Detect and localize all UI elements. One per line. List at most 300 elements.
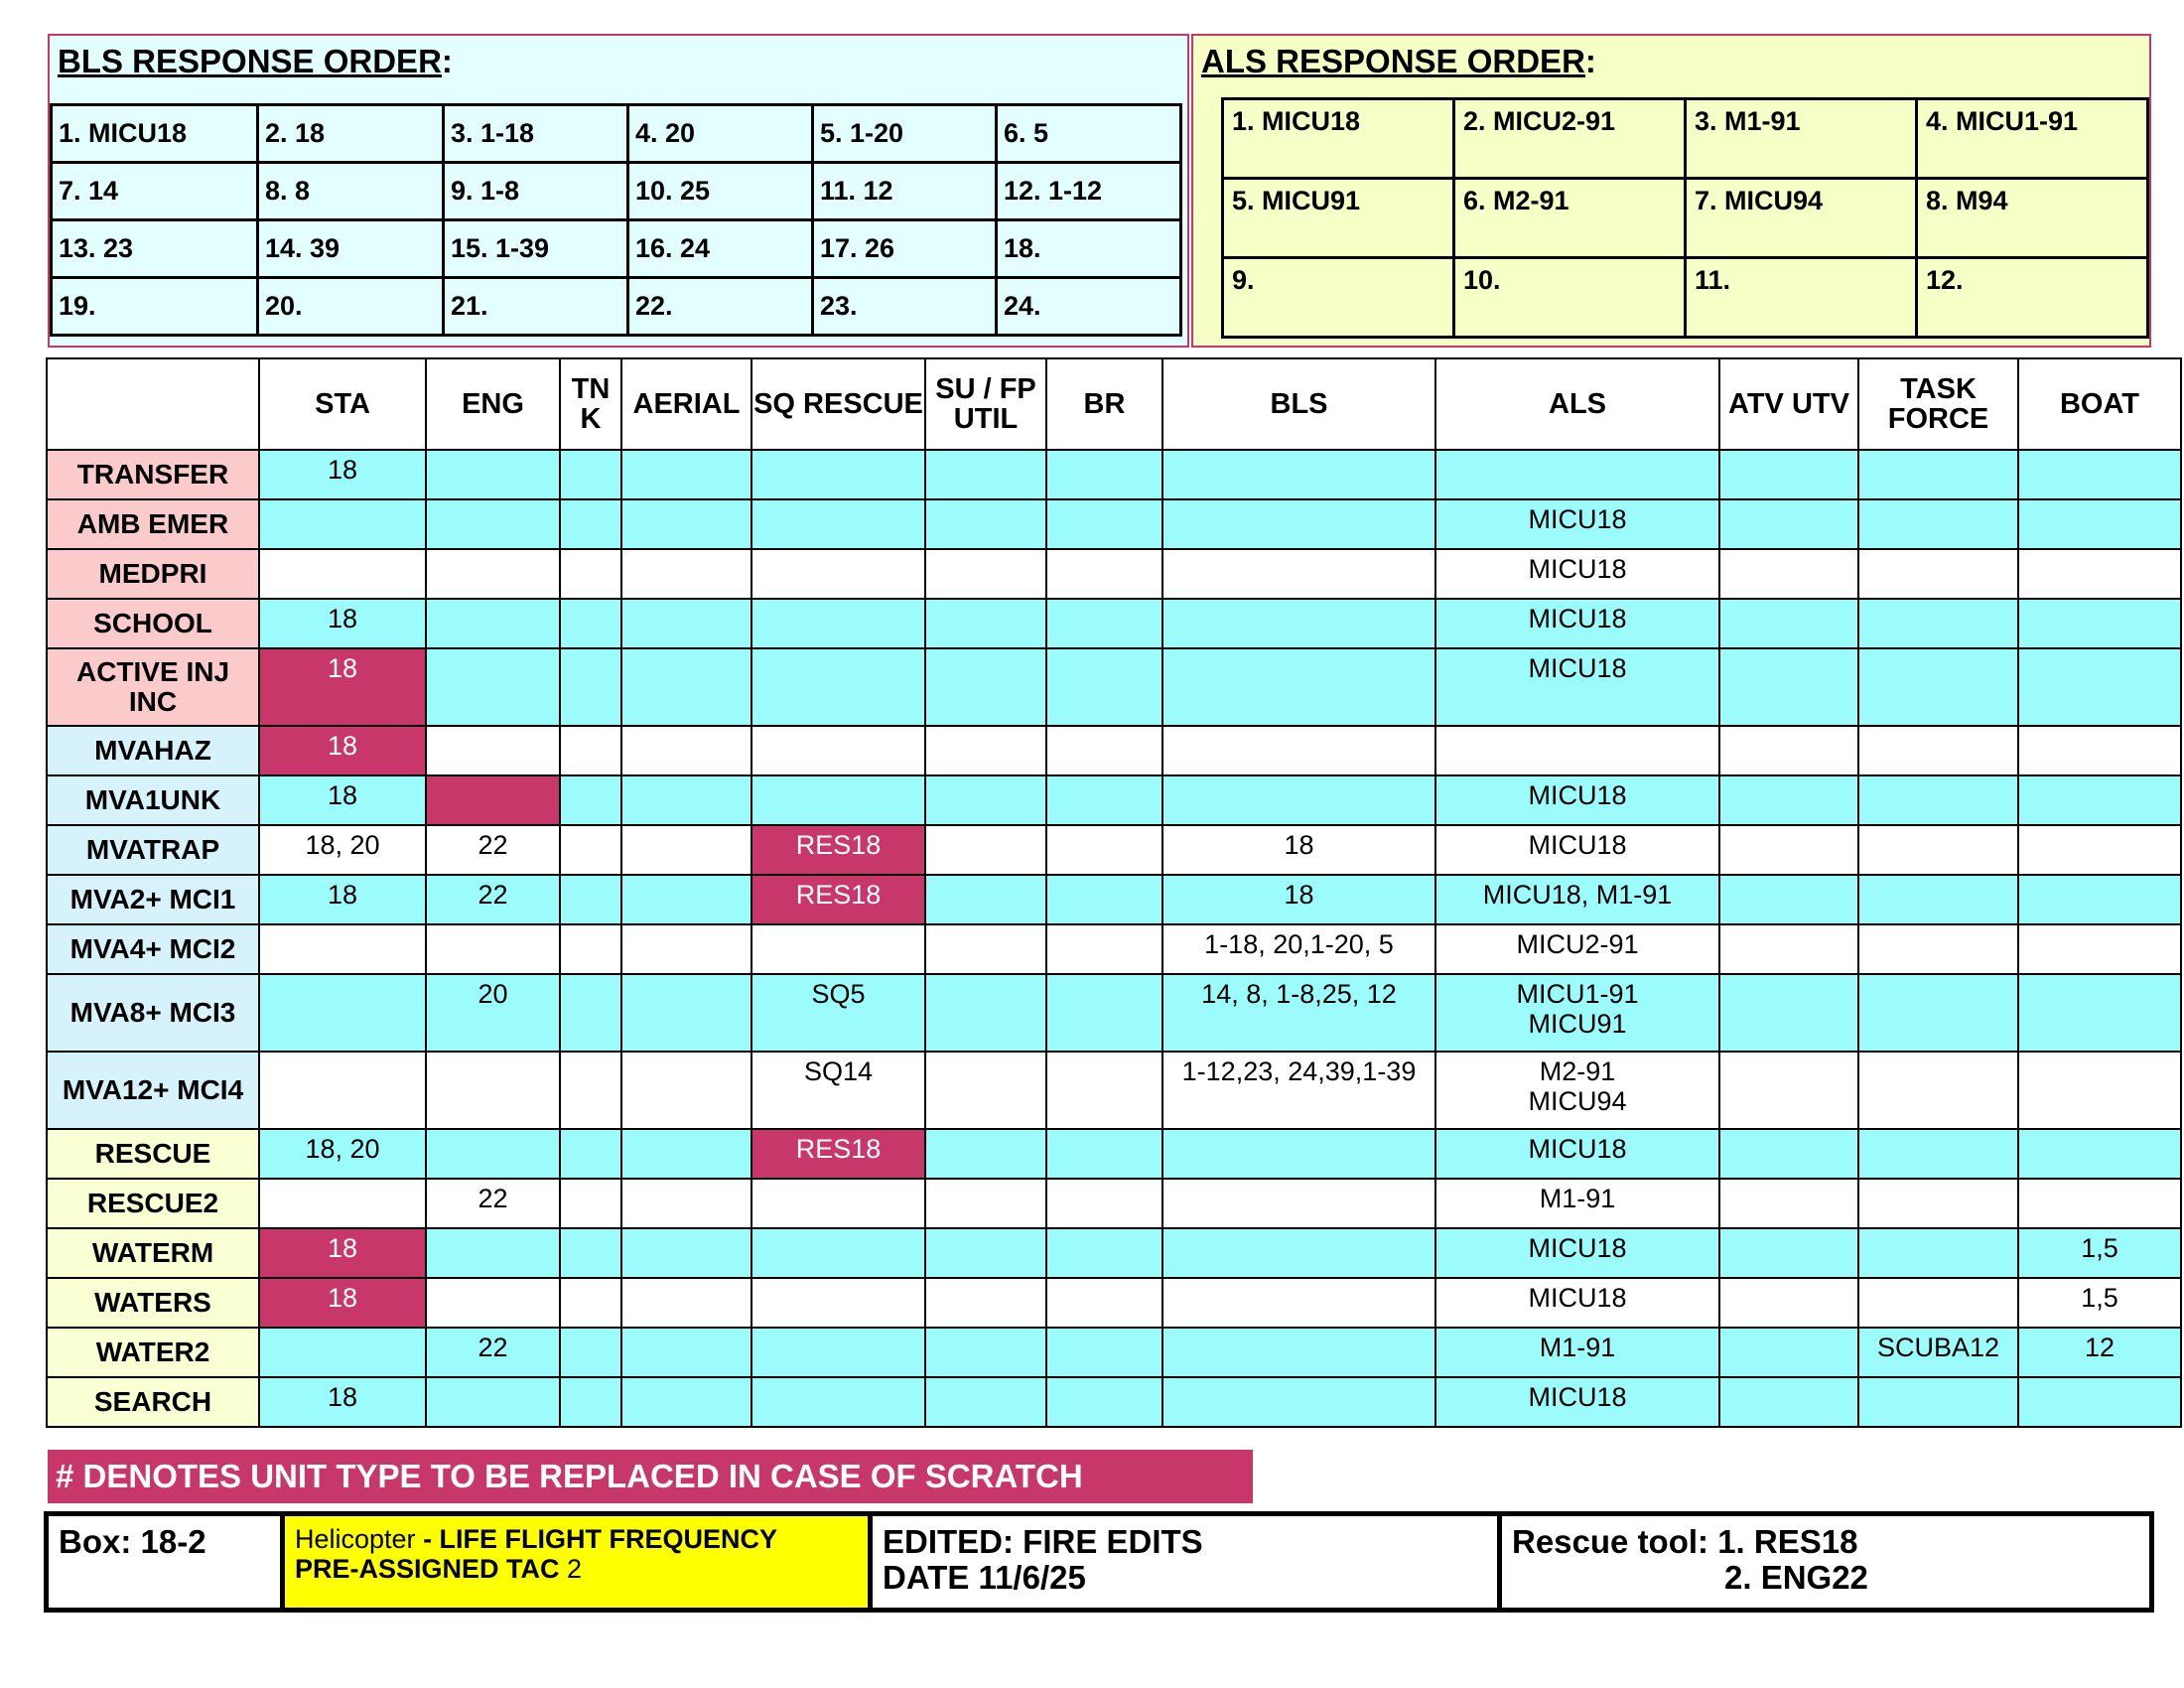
assignment-cell	[621, 775, 751, 825]
assignment-cell	[621, 648, 751, 726]
assignment-cell	[259, 549, 426, 599]
bls-order-cell: 10. 25	[628, 163, 813, 220]
assignment-cell	[751, 450, 925, 499]
assignment-cell	[621, 499, 751, 549]
assignment-cell	[560, 1228, 621, 1278]
rescue-tool-info: Rescue tool: 1. RES18 2. ENG22	[1512, 1523, 1868, 1596]
assignment-cell	[1719, 1179, 1858, 1228]
incident-type-label: MVA4+ MCI2	[47, 924, 259, 974]
assignment-cell	[1162, 1129, 1435, 1179]
assignment-cell	[426, 499, 560, 549]
assignment-cell	[621, 1179, 751, 1228]
als-order-row	[1223, 258, 2148, 338]
incident-type-label: ACTIVE INJ INC	[47, 648, 259, 726]
bls-order-cell: 15. 1-39	[444, 220, 628, 278]
incident-type-label: RESCUE	[47, 1129, 259, 1179]
als-title: ALS RESPONSE ORDER:	[1201, 43, 1596, 79]
assignment-cell: 22	[426, 1328, 560, 1377]
scratch-note-banner: # DENOTES UNIT TYPE TO BE REPLACED IN CASE OF SCRATCH	[48, 1450, 1253, 1503]
assignment-cell	[1858, 549, 2018, 599]
column-header	[47, 358, 259, 450]
als-order-cell: 8. M94	[1917, 179, 2148, 258]
assignment-cell	[925, 450, 1046, 499]
assignment-cell	[1162, 648, 1435, 726]
assignment-cell: MICU18	[1435, 599, 1719, 648]
assignment-cell	[259, 1052, 426, 1129]
assignment-cell	[925, 599, 1046, 648]
als-order-cell: 9.	[1223, 258, 1454, 338]
assignment-cell: M1-91	[1435, 1328, 1719, 1377]
bls-order-cell: 3. 1-18	[444, 105, 628, 163]
incident-type-label: MVA8+ MCI3	[47, 974, 259, 1052]
incident-type-label: WATERM	[47, 1228, 259, 1278]
column-header: TASK FORCE	[1858, 358, 2018, 450]
table-row	[47, 1328, 2181, 1377]
assignment-cell	[621, 1129, 751, 1179]
assignment-cell	[1046, 1328, 1162, 1377]
assignment-cell	[426, 924, 560, 974]
column-header: ATV UTV	[1719, 358, 1858, 450]
assignment-cell	[1719, 924, 1858, 974]
assignment-cell	[426, 1228, 560, 1278]
assignment-cell	[560, 1377, 621, 1427]
bls-order-cell: 18.	[997, 220, 1181, 278]
assignment-cell: 18	[259, 726, 426, 775]
assignment-cell	[1858, 825, 2018, 875]
bls-order-row	[52, 163, 1181, 220]
assignment-cell	[925, 1328, 1046, 1377]
assignment-cell: MICU18	[1435, 775, 1719, 825]
assignment-cell: MICU1-91 MICU91	[1435, 974, 1719, 1052]
assignment-cell	[560, 1052, 621, 1129]
assignment-cell	[1719, 499, 1858, 549]
assignment-cell	[1719, 549, 1858, 599]
assignment-cell	[621, 825, 751, 875]
table-row	[47, 924, 2181, 974]
bls-order-cell: 8. 8	[258, 163, 444, 220]
assignment-cell	[2018, 549, 2181, 599]
assignment-cell	[2018, 599, 2181, 648]
assignment-cell	[751, 648, 925, 726]
bls-order-cell: 11. 12	[813, 163, 997, 220]
assignment-cell: 18	[1162, 825, 1435, 875]
assignment-cell	[560, 1179, 621, 1228]
assignment-cell	[2018, 924, 2181, 974]
assignment-cell	[925, 1129, 1046, 1179]
assignment-cell	[1719, 775, 1858, 825]
assignment-cell	[259, 1328, 426, 1377]
assignment-cell	[1719, 875, 1858, 924]
assignment-cell	[560, 875, 621, 924]
assignment-cell	[1046, 1052, 1162, 1129]
assignment-cell	[426, 1278, 560, 1328]
assignment-cell: 18	[259, 875, 426, 924]
incident-type-label: SCHOOL	[47, 599, 259, 648]
bls-order-cell: 22.	[628, 278, 813, 336]
assignment-cell	[1719, 1328, 1858, 1377]
assignment-cell	[1046, 1179, 1162, 1228]
assignment-cell	[560, 924, 621, 974]
bls-title: BLS RESPONSE ORDER:	[58, 43, 453, 79]
assignment-cell	[1162, 549, 1435, 599]
assignment-cell	[1046, 599, 1162, 648]
assignment-cell	[259, 499, 426, 549]
assignment-cell	[751, 549, 925, 599]
assignment-cell	[1858, 726, 2018, 775]
als-order-cell: 1. MICU18	[1223, 99, 1454, 179]
assignment-cell	[2018, 1129, 2181, 1179]
assignment-cell: MICU18	[1435, 1228, 1719, 1278]
assignment-cell	[560, 1129, 621, 1179]
bls-order-cell: 6. 5	[997, 105, 1181, 163]
table-row	[47, 726, 2181, 775]
assignment-cell	[1162, 599, 1435, 648]
assignment-cell	[560, 450, 621, 499]
assignment-cell	[1858, 1228, 2018, 1278]
assignment-cell	[925, 974, 1046, 1052]
assignment-cell	[1162, 1328, 1435, 1377]
assignment-cell: 18	[259, 1377, 426, 1427]
edited-by: EDITED: FIRE EDITS	[883, 1523, 1203, 1560]
assignment-cell: 22	[426, 1179, 560, 1228]
assignment-cell	[1858, 974, 2018, 1052]
als-order-grid	[1221, 97, 2149, 339]
assignment-cell	[1719, 599, 1858, 648]
assignment-cell	[925, 648, 1046, 726]
assignment-cell	[621, 924, 751, 974]
incident-type-label: TRANSFER	[47, 450, 259, 499]
incident-type-label: MVATRAP	[47, 825, 259, 875]
column-header: ENG	[426, 358, 560, 450]
bls-response-order-panel	[48, 34, 1189, 348]
assignment-cell	[426, 549, 560, 599]
assignment-cell	[751, 775, 925, 825]
column-header: SU / FP UTIL	[925, 358, 1046, 450]
assignment-cell: MICU18	[1435, 648, 1719, 726]
incident-type-label: MVA2+ MCI1	[47, 875, 259, 924]
assignment-cell	[1858, 499, 2018, 549]
assignment-cell	[1858, 1129, 2018, 1179]
assignment-cell	[2018, 1179, 2181, 1228]
incident-type-label: WATERS	[47, 1278, 259, 1328]
als-order-cell: 7. MICU94	[1685, 179, 1916, 258]
assignment-cell	[925, 1278, 1046, 1328]
incident-type-label: MVA1UNK	[47, 775, 259, 825]
assignment-cell	[426, 1052, 560, 1129]
assignment-cell	[1046, 825, 1162, 875]
assignment-cell	[259, 924, 426, 974]
table-row	[47, 1278, 2181, 1328]
bls-order-cell: 23.	[813, 278, 997, 336]
assignment-cell	[1858, 1278, 2018, 1328]
assignment-cell	[1046, 1377, 1162, 1427]
assignment-cell	[560, 1278, 621, 1328]
assignment-cell: MICU18	[1435, 1278, 1719, 1328]
assignment-cell	[751, 499, 925, 549]
table-row	[47, 549, 2181, 599]
assignment-cell	[560, 825, 621, 875]
als-response-order-panel	[1191, 34, 2151, 348]
assignment-cell: M2-91 MICU94	[1435, 1052, 1719, 1129]
assignment-cell	[751, 1179, 925, 1228]
assignment-cell	[1858, 450, 2018, 499]
assignment-cell	[1046, 1129, 1162, 1179]
assignment-cell: 18	[259, 1278, 426, 1328]
bls-order-cell: 1. MICU18	[52, 105, 258, 163]
assignment-cell	[621, 450, 751, 499]
assignment-cell	[259, 974, 426, 1052]
assignment-cell	[560, 1328, 621, 1377]
assignment-cell	[426, 775, 560, 825]
assignment-cell: MICU18	[1435, 1377, 1719, 1427]
assignment-cell	[1162, 726, 1435, 775]
assignment-cell	[560, 726, 621, 775]
assignment-cell: 18	[1162, 875, 1435, 924]
incident-type-label: RESCUE2	[47, 1179, 259, 1228]
assignment-cell	[1719, 450, 1858, 499]
assignment-cell: 20	[426, 974, 560, 1052]
table-row	[47, 499, 2181, 549]
bls-order-cell: 13. 23	[52, 220, 258, 278]
assignment-cell	[1046, 875, 1162, 924]
assignment-cell	[426, 726, 560, 775]
assignment-cell	[1046, 775, 1162, 825]
assignment-cell: 1,5	[2018, 1278, 2181, 1328]
assignment-cell	[751, 1328, 925, 1377]
assignment-cell	[751, 1377, 925, 1427]
incident-type-label: SEARCH	[47, 1377, 259, 1427]
assignment-cell	[621, 875, 751, 924]
assignment-cell	[1046, 499, 1162, 549]
assignment-cell	[621, 549, 751, 599]
assignment-cell	[2018, 1377, 2181, 1427]
assignment-cell	[2018, 875, 2181, 924]
assignment-cell	[1858, 1179, 2018, 1228]
assignment-cell	[1046, 974, 1162, 1052]
assignment-cell	[621, 1278, 751, 1328]
assignment-cell	[1046, 648, 1162, 726]
column-header: BR	[1046, 358, 1162, 450]
assignment-cell	[1719, 1377, 1858, 1427]
assignment-cell: MICU2-91	[1435, 924, 1719, 974]
table-row	[47, 450, 2181, 499]
assignment-cell: MICU18, M1-91	[1435, 875, 1719, 924]
assignment-cell: MICU18	[1435, 499, 1719, 549]
bls-order-row	[52, 278, 1181, 336]
bls-order-cell: 9. 1-8	[444, 163, 628, 220]
bls-order-cell: 2. 18	[258, 105, 444, 163]
column-header: AERIAL	[621, 358, 751, 450]
assignment-cell	[2018, 450, 2181, 499]
assignment-cell	[1162, 1179, 1435, 1228]
bls-order-cell: 16. 24	[628, 220, 813, 278]
assignment-cell	[925, 1179, 1046, 1228]
assignment-cell	[2018, 1052, 2181, 1129]
als-order-cell: 2. MICU2-91	[1454, 99, 1686, 179]
bls-order-cell: 21.	[444, 278, 628, 336]
als-order-cell: 10.	[1454, 258, 1686, 338]
assignment-cell: 18	[259, 599, 426, 648]
incident-type-label: AMB EMER	[47, 499, 259, 549]
column-header: TN K	[560, 358, 621, 450]
assignment-cell: 18	[259, 450, 426, 499]
assignment-cell	[426, 1129, 560, 1179]
incident-type-label: WATER2	[47, 1328, 259, 1377]
column-header: BOAT	[2018, 358, 2181, 450]
assignment-cell	[621, 1377, 751, 1427]
assignment-cell	[560, 974, 621, 1052]
column-header: STA	[259, 358, 426, 450]
bls-order-cell: 7. 14	[52, 163, 258, 220]
assignment-cell	[1858, 1052, 2018, 1129]
assignment-cell	[2018, 775, 2181, 825]
helicopter-frequency-note: Helicopter - LIFE FLIGHT FREQUENCY PRE-ASSIGNED TAC 2	[285, 1516, 873, 1608]
assignment-cell	[621, 1228, 751, 1278]
assignment-cell: RES18	[751, 875, 925, 924]
assignment-cell	[1046, 1278, 1162, 1328]
assignment-cell	[1435, 450, 1719, 499]
assignment-cell	[1719, 726, 1858, 775]
assignment-cell	[1719, 1228, 1858, 1278]
assignment-cell	[1162, 499, 1435, 549]
bls-order-grid	[50, 103, 1182, 337]
assignment-cell	[925, 499, 1046, 549]
assignment-cell	[426, 648, 560, 726]
assignment-cell: 18	[259, 775, 426, 825]
bls-order-cell: 5. 1-20	[813, 105, 997, 163]
assignment-cell	[621, 726, 751, 775]
assignment-cell: MICU18	[1435, 825, 1719, 875]
assignment-cell	[621, 1328, 751, 1377]
assignment-cell	[621, 1052, 751, 1129]
bls-order-row	[52, 220, 1181, 278]
table-row	[47, 648, 2181, 726]
assignment-cell	[560, 775, 621, 825]
bls-order-cell: 12. 1-12	[997, 163, 1181, 220]
assignment-cell: 18	[259, 648, 426, 726]
assignment-cell	[560, 499, 621, 549]
assignment-cell	[426, 1377, 560, 1427]
assignment-cell	[560, 549, 621, 599]
bls-order-cell: 20.	[258, 278, 444, 336]
als-order-row	[1223, 179, 2148, 258]
als-order-cell: 3. M1-91	[1685, 99, 1916, 179]
footer-info-bar	[44, 1511, 2154, 1613]
bls-order-cell: 17. 26	[813, 220, 997, 278]
assignment-cell: 18	[259, 1228, 426, 1278]
assignment-cell	[751, 924, 925, 974]
table-header-row	[47, 358, 2181, 450]
assignment-cell	[1046, 726, 1162, 775]
assignment-cell	[751, 1228, 925, 1278]
assignment-cell	[2018, 499, 2181, 549]
als-order-cell: 12.	[1917, 258, 2148, 338]
als-order-cell: 4. MICU1-91	[1917, 99, 2148, 179]
assignment-cell	[426, 599, 560, 648]
assignment-cell	[925, 775, 1046, 825]
table-row	[47, 825, 2181, 875]
assignment-cell	[1162, 1228, 1435, 1278]
assignment-cell	[751, 1278, 925, 1328]
assignment-cell	[1858, 875, 2018, 924]
assignment-cell: 18, 20	[259, 1129, 426, 1179]
assignment-cell	[1435, 726, 1719, 775]
assignment-cell: RES18	[751, 825, 925, 875]
assignment-cell: SQ14	[751, 1052, 925, 1129]
assignment-cell	[560, 648, 621, 726]
incident-type-label: MVAHAZ	[47, 726, 259, 775]
als-order-row	[1223, 99, 2148, 179]
assignment-cell: 1-12,23, 24,39,1-39	[1162, 1052, 1435, 1129]
assignment-cell: MICU18	[1435, 1129, 1719, 1179]
assignment-cell	[621, 599, 751, 648]
assignment-cell	[1858, 924, 2018, 974]
assignment-cell: 22	[426, 875, 560, 924]
assignment-cell	[560, 599, 621, 648]
assignment-cell	[1162, 1377, 1435, 1427]
assignment-cell	[1719, 1129, 1858, 1179]
table-row	[47, 1129, 2181, 1179]
bls-order-row	[52, 105, 1181, 163]
incident-type-label: MEDPRI	[47, 549, 259, 599]
assignment-cell: 22	[426, 825, 560, 875]
assignment-cell	[1719, 1278, 1858, 1328]
table-row	[47, 1052, 2181, 1129]
assignment-cell	[925, 1052, 1046, 1129]
assignment-cell	[1162, 1278, 1435, 1328]
bls-order-cell: 4. 20	[628, 105, 813, 163]
als-order-cell: 6. M2-91	[1454, 179, 1686, 258]
box-number: Box: 18-2	[49, 1516, 285, 1608]
table-row	[47, 1228, 2181, 1278]
edit-info	[873, 1516, 1502, 1608]
als-order-cell: 11.	[1685, 258, 1916, 338]
assignment-cell	[925, 726, 1046, 775]
assignment-cell: 12	[2018, 1328, 2181, 1377]
assignment-cell: 1,5	[2018, 1228, 2181, 1278]
assignment-cell	[259, 1179, 426, 1228]
column-header: ALS	[1435, 358, 1719, 450]
assignment-cell	[925, 825, 1046, 875]
assignment-cell: MICU18	[1435, 549, 1719, 599]
assignment-cell	[1046, 924, 1162, 974]
assignment-cell	[925, 924, 1046, 974]
als-order-cell: 5. MICU91	[1223, 179, 1454, 258]
assignment-cell: SQ5	[751, 974, 925, 1052]
assignment-cell	[1858, 775, 2018, 825]
assignment-cell	[1858, 1377, 2018, 1427]
assignment-cell	[2018, 648, 2181, 726]
assignment-cell	[925, 1228, 1046, 1278]
assignment-cell	[1719, 825, 1858, 875]
assignment-cell	[2018, 726, 2181, 775]
assignment-cell: 18, 20	[259, 825, 426, 875]
assignment-cell	[925, 1377, 1046, 1427]
assignment-cell: RES18	[751, 1129, 925, 1179]
table-row	[47, 974, 2181, 1052]
assignment-cell: SCUBA12	[1858, 1328, 2018, 1377]
table-row	[47, 1179, 2181, 1228]
assignment-cell: 1-18, 20,1-20, 5	[1162, 924, 1435, 974]
assignment-cell	[751, 599, 925, 648]
assignment-cell	[1046, 1228, 1162, 1278]
bls-order-cell: 24.	[997, 278, 1181, 336]
column-header: SQ RESCUE	[751, 358, 925, 450]
assignment-cell: 14, 8, 1-8,25, 12	[1162, 974, 1435, 1052]
assignment-cell	[1046, 549, 1162, 599]
assignment-cell	[2018, 825, 2181, 875]
table-row	[47, 875, 2181, 924]
